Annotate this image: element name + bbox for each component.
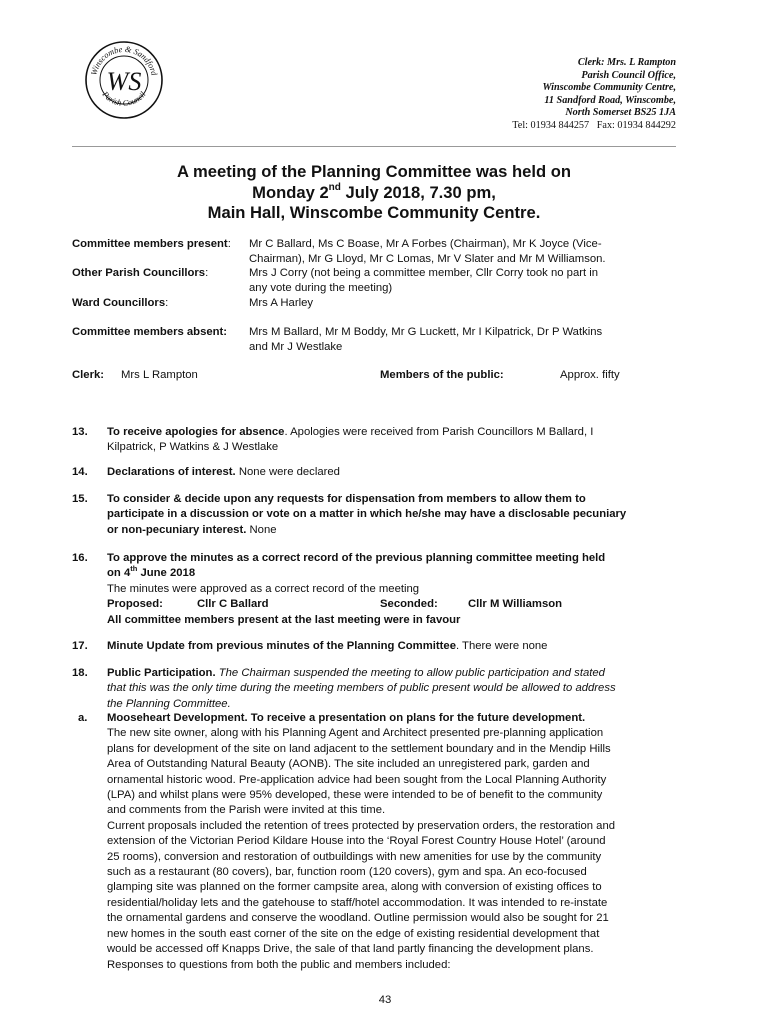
item-18a-line: new homes in the south east corner of the site on the edge of existing residential development that [107,927,600,940]
item-18a-line: Current proposals included the retention of trees protected by preservation orders, the restoration and [107,819,616,832]
clerk-address [512,57,676,133]
item-18a-line: residential/holiday lets and the gatehouse to staff/hotel accommodation. It was intended to re-instate [107,896,608,909]
item-18a-line: The new site owner, along with his Planning Agent and Architect presented pre-planning application [107,727,604,740]
other-councillors-value: Mrs J Corry (not being a committee member, Cllr Corry took no part in any vote during the meeting) [249,267,599,295]
clerk-value: Mrs L Rampton [121,369,198,381]
logo-ring-bottom: Parish Council [100,89,148,108]
parish-council-logo [84,40,164,120]
item-18a-body: Mooseheart Development. To receive a presentation on plans for the future development. The new site owner, along with his Planning Agent and Architect presented pre-planning application plans for development of the site on land adjacent to the settlement boundary and in the Mendip Hills Area of Outstanding Natural Beauty (AONB). The site included an unregistered park, garden and ornamental historic wood. Pre-application advice had been sought from the Local Planning Authority (LPA) and whilst plans were 95% developed, these were intended to be of benefit to the community and comments from the Parish were invited at this time. Current proposals included the retention of trees protected by preservation orders, the restoration and extension of the Victorian Period Kildare House into the ‘Royal Forest Country House Hotel’ (around 25 rooms), conversion and restoration of outbuildings with new amenities for use by the community such as a restaurant (80 covers), bar, function room (120 covers), gym and spa. An eco-focused glamping site was planned on the former campsite area, along with conversion of existing offices to residential/holiday lets and the gatehouse to staff/hotel accommodation. It was intended to re-instate the ornamental gardens and conserve the woodland. Outline permission would also be sought for 21 new homes in the south east corner of the site on the edge of existing residential development that would be accessed off Knapps Drive, the sale of that land partly financing the development plans. Responses to questions from both the public and members included: [107,711,672,973]
address-tel-fax: Tel: 01934 844257 Fax: 01934 844292 [512,119,676,131]
other-councillors-label: Other Parish Councillors: [72,267,209,279]
logo-monogram: WS [106,67,142,96]
seconded-label: Seconded: [380,598,438,611]
seconded-value: Cllr M Williamson [468,598,563,611]
item-13-body: To receive apologies for absence. Apologies were received from Parish Councillors M Ballard, I Kilpatrick, P Watkins & J Westlake [107,426,594,454]
address-line-1: Clerk: Mrs. L Rampton [577,57,676,68]
address-line-3: Winscombe Community Centre, [542,82,676,94]
clerk-label: Clerk: [72,369,105,381]
present-label: Committee members present: [72,238,231,250]
title-line-2: Monday 2nd July 2018, 7.30 pm, [252,181,496,202]
ward-councillors-label: Ward Councillors: [72,297,169,309]
address-line-5: North Somerset BS25 1JA [565,107,676,119]
logo-ring-top: Winscombe & Sandford [89,44,159,77]
item-14-body: Declarations of interest. None were declared [107,466,340,478]
address-line-4: 11 Sandford Road, Winscombe, [544,94,676,106]
item-15-body: To consider & decide upon any requests for dispensation from members to allow them to participate in a discussion or vote on a matter in which he/she may have a disclosable pecuniary or non-pecuniary interest. None [107,493,627,536]
item-15-number: 15. [72,493,88,505]
item-18a-line: ornamental historic wood. Pre-application advice had been sought from the Local Planning Authority [107,773,607,786]
item-16-number: 16. [72,552,88,564]
item-17-number: 17. [72,640,88,652]
ward-councillors-value: Mrs A Harley [249,297,314,309]
present-value: Mr C Ballard, Ms C Boase, Mr A Forbes (Chairman), Mr K Joyce (Vice- Chairman), Mr G Lloyd, Mr C Lomas, Mr V Slater and Mr M Williamson. [249,238,606,266]
item-18a-line: and comments from the Parish were invited at this time. [107,804,386,817]
title-line-1: A meeting of the Planning Committee was held on [177,162,571,181]
header-divider [72,146,676,147]
item-18a-line: extension of the Victorian Period Kildare House into the ‘Royal Forest Country House Hotel’ (around [107,835,606,848]
item-18-body: Public Participation. The Chairman suspended the meeting to allow public participation and stated that this was the only time during the meeting members of public present would be allowed to address the Planning Committee. [107,667,616,710]
proposed-label: Proposed: [107,598,163,611]
item-18a-line: 25 rooms), conversion and restoration of outbuildings with new amenities for use by the community [107,850,602,863]
title-line-3: Main Hall, Winscombe Community Centre. [207,203,541,222]
item-14-number: 14. [72,466,88,478]
item-18a-line: such as a restaurant (80 covers), bar, function room (120 covers), gym and spa. An eco-focused [107,866,587,879]
item-16-body: To approve the minutes as a correct record of the previous planning committee meeting held on 4th June 2018 The minutes were approved as a correct record of the meeting Proposed: Cllr C Ballard Seconded: Cllr M Williamson All committee members present at the last meeting were in favour [107,552,606,626]
item-18a-number: a. [78,712,88,724]
item-18a-line: the ornamental gardens and conserve the woodland. Outline permission would also be sought for 21 [107,912,609,925]
address-line-2: Parish Council Office, [581,69,676,81]
item-18a-line: Responses to questions from both the public and members included: [107,958,451,971]
item-18a-line: (LPA) and whilst plans were 95% developed, these were intended to be of benefit to the community [107,789,603,802]
item-13-number: 13. [72,426,88,438]
absent-label: Committee members absent: [72,326,228,338]
public-label: Members of the public: [380,369,504,381]
item-18a-line: would be accessed off Knapps Drive, the sale of that land partly financing the development plans. [107,943,594,956]
page-number: 43 [378,994,392,1006]
item-18a-line: Area of Outstanding Natural Beauty (AONB). The site included an unregistered park, garden and [107,758,590,771]
item-18a-line: plans for development of the site on land adjacent to the settlement boundary and in the Mendip Hills [107,742,611,755]
item-18-number: 18. [72,667,88,679]
proposed-value: Cllr C Ballard [197,598,269,611]
absent-value: Mrs M Ballard, Mr M Boddy, Mr G Luckett, Mr I Kilpatrick, Dr P Watkins and Mr J Westlake [249,326,603,354]
meeting-title [72,162,676,224]
item-17-body: Minute Update from previous minutes of the Planning Committee. There were none [107,640,548,652]
item-18a-line: glamping site was planned on the former campsite area, along with conversion of existing offices to [107,881,602,894]
public-value: Approx. fifty [560,369,620,381]
